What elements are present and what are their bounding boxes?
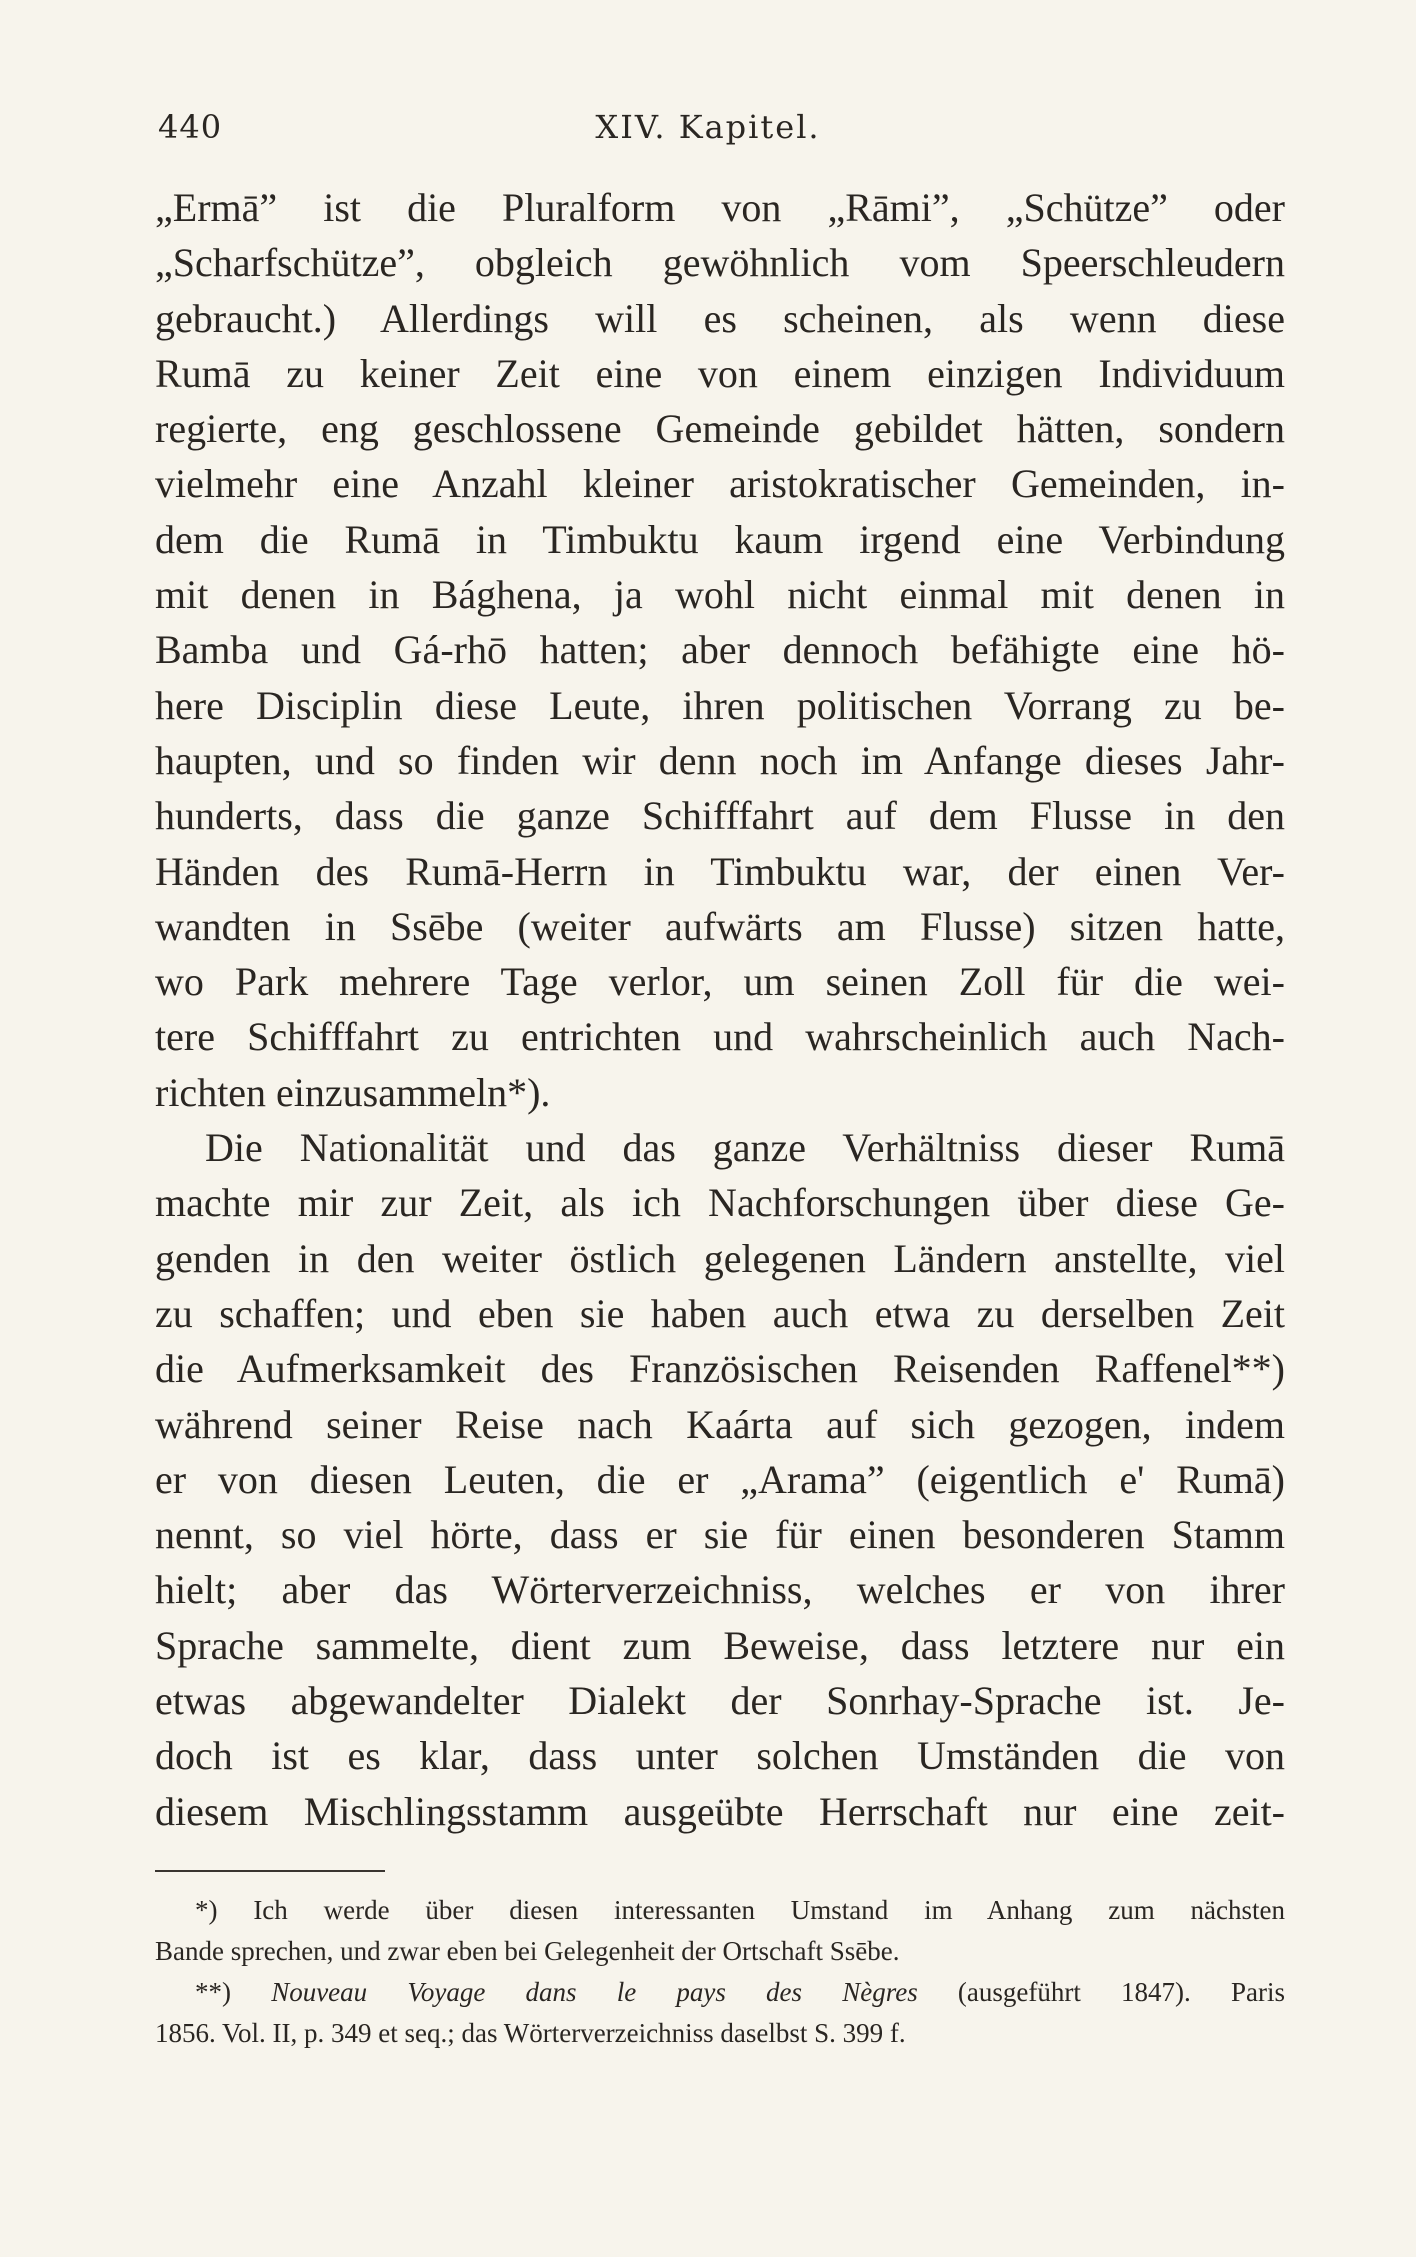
body-line: während seiner Reise nach Kaárta auf sich gezogen, indem: [155, 1401, 1285, 1447]
body-line: zu schaffen; und eben sie haben auch etwa zu derselben Zeit: [155, 1290, 1285, 1336]
body-line: Rumā zu keiner Zeit eine von einem einzigen Individuum: [155, 350, 1285, 396]
body-line: wo Park mehrere Tage verlor, um seinen Zoll für die wei-: [155, 959, 1285, 1005]
body-line: Die Nationalität und das ganze Verhältniss dieser Rumā: [205, 1125, 1285, 1171]
footnote-1-line: Bande sprechen, und zwar eben bei Gelegenheit der Ortschaft Ssēbe.: [155, 1936, 900, 1966]
footnote-divider: [155, 1870, 385, 1872]
page-number: 440: [158, 108, 223, 146]
body-line: machte mir zur Zeit, als ich Nachforschungen über diese Ge-: [155, 1180, 1285, 1226]
body-line: wandten in Ssēbe (weiter aufwärts am Flusse) sitzen hatte,: [155, 903, 1285, 949]
body-line: gebraucht.) Allerdings will es scheinen, als wenn diese: [155, 295, 1285, 341]
body-line: mit denen in Bághena, ja wohl nicht einmal mit denen in: [155, 572, 1285, 618]
body-line: here Disciplin diese Leute, ihren politischen Vorrang zu be-: [155, 682, 1285, 728]
footnote-2-title: Nouveau Voyage dans le pays des Nègres: [271, 1977, 918, 2007]
body-line: „Ermā” ist die Pluralform von „Rāmi”, „Schütze” oder: [155, 185, 1285, 230]
body-line: genden in den weiter östlich gelegenen Ländern anstellte, viel: [155, 1235, 1285, 1281]
footnote-2-rest: (ausgeführt 1847). Paris: [957, 1977, 1285, 2007]
body-line: vielmehr eine Anzahl kleiner aristokratischer Gemeinden, in-: [155, 461, 1285, 507]
body-line: dem die Rumā in Timbuktu kaum irgend eine Verbindung: [155, 516, 1285, 562]
footnote-1-line: *) Ich werde über diesen interessanten Umstand im Anhang zum nächsten: [195, 1895, 1285, 1925]
body-line: Sprache sammelte, dient zum Beweise, dass letztere nur ein: [155, 1622, 1285, 1668]
body-line: doch ist es klar, dass unter solchen Umständen die von: [155, 1733, 1285, 1779]
footnote-2-line: 1856. Vol. II, p. 349 et seq.; das Wörterverzeichniss daselbst S. 399 f.: [155, 2018, 906, 2048]
body-line: etwas abgewandelter Dialekt der Sonrhay-Sprache ist. Je-: [155, 1678, 1285, 1724]
body-line: diesem Mischlingsstamm ausgeübte Herrschaft nur eine zeit-: [155, 1788, 1285, 1834]
body-line: nennt, so viel hörte, dass er sie für einen besonderen Stamm: [155, 1512, 1285, 1558]
body-text: [155, 180, 1285, 1839]
body-line: hunderts, dass die ganze Schifffahrt auf dem Flusse in den: [155, 793, 1285, 839]
body-line: regierte, eng geschlossene Gemeinde gebildet hätten, sondern: [155, 406, 1285, 452]
body-line: Bamba und Gá-rhō hatten; aber dennoch befähigte eine hö-: [155, 627, 1285, 673]
body-line: richten einzusammeln*).: [155, 1069, 551, 1115]
body-line: hielt; aber das Wörterverzeichniss, welches er von ihrer: [155, 1567, 1285, 1613]
footnote-2-marker: **): [195, 1977, 231, 2007]
body-line: Händen des Rumā-Herrn in Timbuktu war, der einen Ver-: [155, 848, 1285, 894]
body-line: er von diesen Leuten, die er „Arama” (eigentlich e' Rumā): [155, 1456, 1285, 1502]
body-line: haupten, und so finden wir denn noch im Anfange dieses Jahr-: [155, 737, 1285, 783]
footnotes: [155, 1890, 1285, 2054]
footnote-2-line: [155, 1972, 1285, 2013]
body-line: tere Schifffahrt zu entrichten und wahrscheinlich auch Nach-: [155, 1014, 1285, 1060]
running-head: XIV. Kapitel.: [595, 108, 821, 146]
body-line: die Aufmerksamkeit des Französischen Reisenden Raffenel**): [155, 1346, 1285, 1392]
body-line: „Scharfschütze”, obgleich gewöhnlich vom Speerschleudern: [155, 240, 1285, 286]
